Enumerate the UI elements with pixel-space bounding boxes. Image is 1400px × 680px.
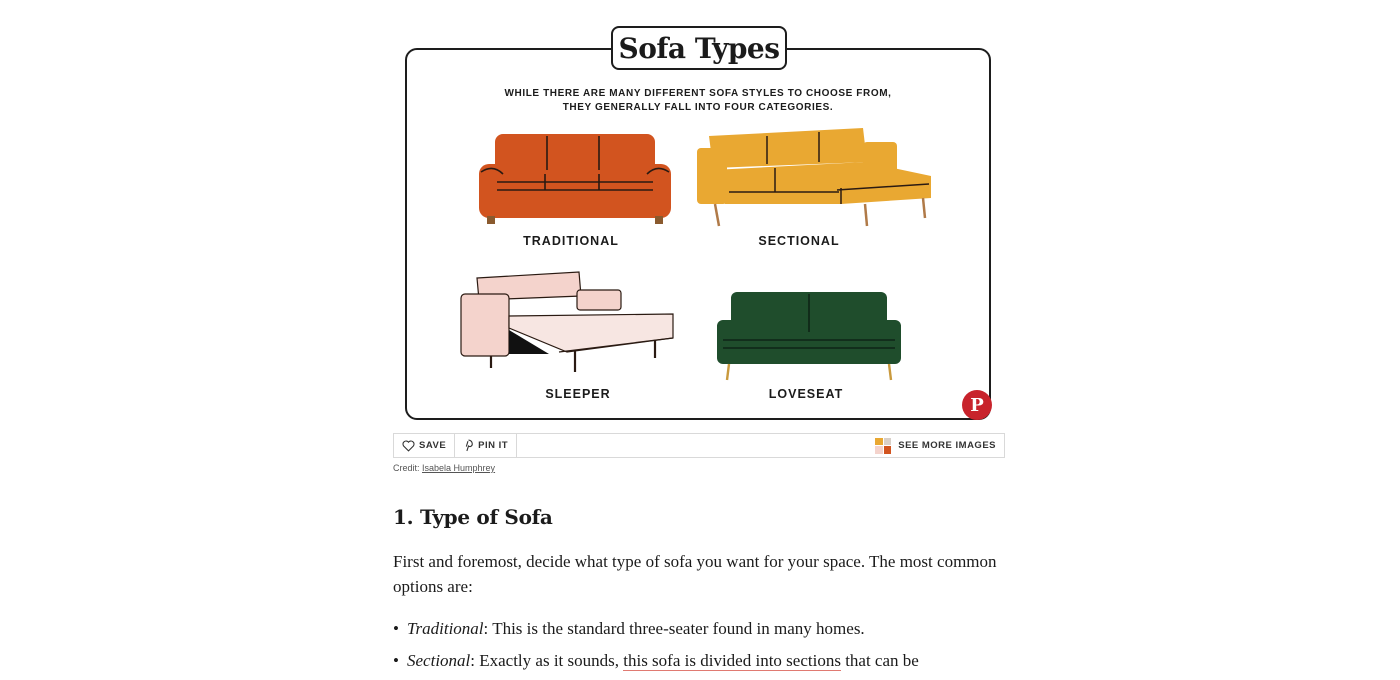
list-text: : Exactly as it sounds, xyxy=(470,651,624,670)
list-item xyxy=(393,616,1005,641)
pinterest-outline-icon xyxy=(463,439,474,452)
sofa-label-sectional: SECTIONAL xyxy=(758,234,840,248)
intro-paragraph: First and foremost, decide what type of sofa you want for your space. The most common options are: xyxy=(393,552,997,596)
sofa-label-traditional: TRADITIONAL xyxy=(523,234,619,248)
list-item xyxy=(393,648,1005,673)
infographic-subtitle xyxy=(405,87,991,115)
credit-author-link[interactable]: Isabela Humphrey xyxy=(422,463,496,473)
sofa-label-sleeper: SLEEPER xyxy=(545,387,611,401)
list-term: Traditional xyxy=(407,619,484,638)
credit-prefix: Credit: xyxy=(393,463,423,473)
sectional-sofa-illustration xyxy=(695,128,937,230)
subtitle-line-2: THEY GENERALLY FALL INTO FOUR CATEGORIES. xyxy=(562,102,834,113)
sofa-label-loveseat: LOVESEAT xyxy=(768,387,844,401)
pinterest-icon: P xyxy=(970,394,984,416)
subtitle-line-1: WHILE THERE ARE MANY DIFFERENT SOFA STYLES TO CHOOSE FROM, xyxy=(504,88,892,99)
save-label: SAVE xyxy=(419,440,447,451)
sectional-link[interactable]: this sofa is divided into sections xyxy=(623,651,841,670)
pin-it-button[interactable] xyxy=(455,434,517,457)
list-text: : This is the standard three-seater found in many homes. xyxy=(483,619,865,638)
image-toolbar xyxy=(393,433,1005,458)
sleeper-sofa-illustration xyxy=(459,268,679,374)
loveseat-illustration xyxy=(715,290,903,382)
article-section xyxy=(393,505,1005,680)
pinterest-pin-button[interactable] xyxy=(962,390,992,420)
infographic-title: Sofa Types xyxy=(611,26,787,70)
save-button[interactable] xyxy=(394,434,455,457)
see-more-images-label: SEE MORE IMAGES xyxy=(898,440,996,451)
image-credit xyxy=(393,463,495,473)
list-text: that can be xyxy=(840,651,919,670)
see-more-images-button[interactable] xyxy=(867,434,1004,457)
list-term: Sectional xyxy=(407,651,471,670)
sofa-type-list xyxy=(393,616,1005,673)
pin-it-label: PIN IT xyxy=(478,440,509,451)
traditional-sofa-illustration xyxy=(475,130,675,226)
image-gallery-icon xyxy=(875,438,891,454)
heart-icon xyxy=(402,440,415,452)
section-heading: 1. Type of Sofa xyxy=(393,505,553,529)
